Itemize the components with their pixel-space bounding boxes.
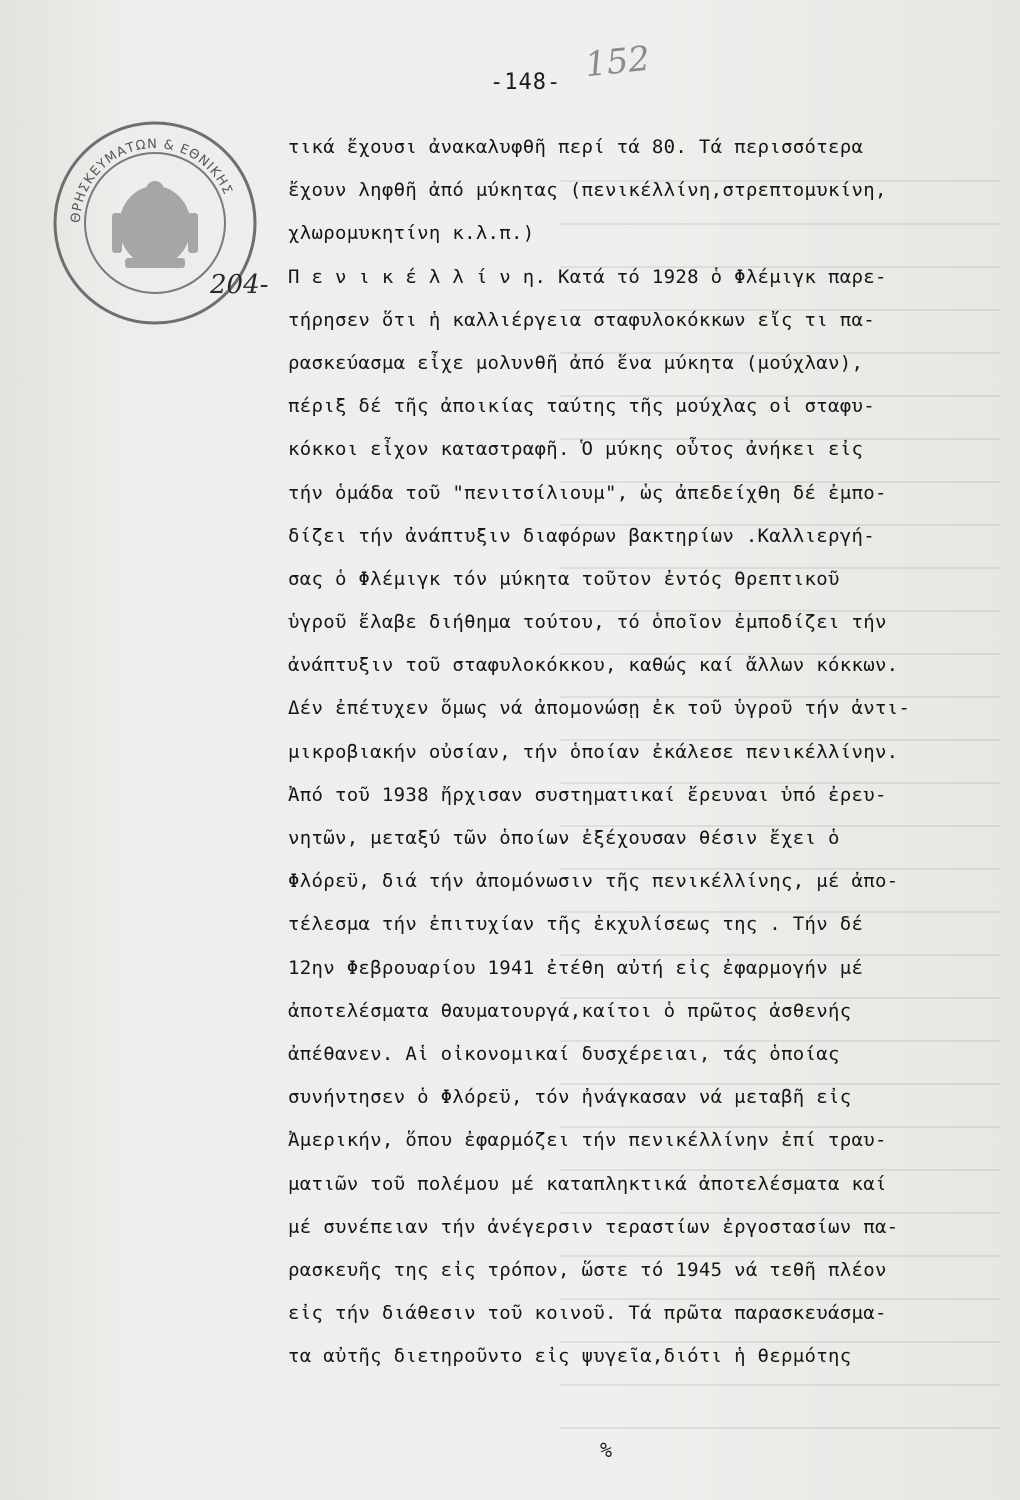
text-line: ἀνάπτυξιν τοῦ σταφυλοκόκκου, καθώς καί ἄλλων κόκκων.	[288, 654, 899, 677]
text-line-section-start: Π ε ν ι κ έ λ λ ί ν η. Κατά τό 1928 ὁ Φλέμιγκ παρε-	[288, 265, 887, 288]
text-line: ἀπέθανεν. Αἱ οἰκονομικαί δυσχέρειαι, τάς ὁποίας	[288, 1042, 840, 1065]
text-line: Ἀπό τοῦ 1938 ἤρχισαν συστηματικαί ἔρευναι ὑπό ἐρευ-	[288, 783, 887, 806]
text-line: δίζει τήν ἀνάπτυξιν διαφόρων βακτηρίων .Καλλιεργή-	[288, 524, 875, 547]
text-line: ρασκεύασμα εἶχε μολυνθῆ ἀπό ἕνα μύκητα (μούχλαν),	[288, 351, 864, 374]
text-line: τικά ἔχουσι ἀνακαλυφθῆ περί τά 80. Τά περισσότερα	[288, 136, 864, 158]
text-line: μικροβιακήν οὐσίαν, τήν ὁποίαν ἐκάλεσε πενικέλλίνην.	[288, 740, 899, 763]
text-line: τα αὐτῆς διετηροῦντο εἰς ψυγεῖα,διότι ἡ θερμότης	[288, 1345, 852, 1368]
text-line: τήρησεν ὅτι ἡ καλλιέργεια σταφυλοκόκκων εἴς τι πα-	[288, 308, 875, 331]
margin-note: 204-	[210, 270, 269, 300]
text-line: Φλόρεϋ, διά τήν ἀπομόνωσιν τῆς πενικέλλίνης, μέ ἀπο-	[288, 870, 899, 893]
page-number: -148-	[490, 70, 562, 95]
text-line: χλωρομυκητίνη κ.λ.π.)	[288, 222, 535, 245]
text-line: τήν ὁμάδα τοῦ "πενιτσίλιουμ", ὡς ἀπεδείχθη δέ ἐμπο-	[288, 481, 887, 504]
handwritten-page-number: 152	[583, 38, 652, 86]
text-line: 12ην Φεβρουαρίου 1941 ἐτέθη αὐτή εἰς ἐφαρμογήν μέ	[288, 956, 864, 979]
text-line: κόκκοι εἶχον καταστραφῆ. Ὁ μύκης οὗτος ἀνήκει εἰς	[288, 438, 864, 461]
svg-text:ΘΡΗΣΚΕΥΜΑΤΩΝ & ΕΘΝΙΚΗΣ: ΘΡΗΣΚΕΥΜΑΤΩΝ & ΕΘΝΙΚΗΣ	[68, 136, 236, 224]
text-line: μέ συνέπειαν τήν ἀνέγερσιν τεραστίων ἐργοστασίων πα-	[288, 1215, 899, 1238]
text-line: ρασκευῆς της εἰς τρόπον, ὥστε τό 1945 νά τεθῆ πλέον	[288, 1258, 887, 1281]
text-line: Ἀμερικήν, ὅπου ἐφαρμόζει τήν πενικέλλίνην ἐπί τραυ-	[288, 1129, 887, 1152]
text-line: Δέν ἐπέτυχεν ὅμως νά ἀπομονώσῃ ἐκ τοῦ ὑγροῦ τήν ἀντι-	[288, 697, 911, 720]
continuation-mark: %	[600, 1438, 613, 1462]
text-line: σας ὁ Φλέμιγκ τόν μύκητα τοῦτον ἐντός θρεπτικοῦ	[288, 567, 840, 590]
text-line: ματιῶν τοῦ πολέμου μέ καταπληκτικά ἀποτελέσματα καί	[288, 1172, 887, 1195]
text-line: τέλεσμα τήν ἐπιτυχίαν τῆς ἐκχυλίσεως της . Τήν δέ	[288, 913, 864, 936]
text-line: εἰς τήν διάθεσιν τοῦ κοινοῦ. Τά πρῶτα παρασκευάσμα-	[288, 1302, 887, 1325]
text-line: ὑγροῦ ἔλαβε διήθημα τούτου, τό ὁποῖον ἐμποδίζει τήν	[288, 611, 887, 634]
text-line: νητῶν, μεταξύ τῶν ὁποίων ἐξέχουσαν θέσιν ἔχει ὁ	[288, 827, 840, 849]
text-line: πέριξ δέ τῆς ἀποικίας ταύτης τῆς μούχλας οἱ σταφυ-	[288, 395, 875, 418]
text-line: ἀποτελέσματα θαυματουργά,καίτοι ὁ πρῶτος ἀσθενής	[288, 999, 852, 1022]
text-line: συνήντησεν ὁ Φλόρεϋ, τόν ἠνάγκασαν νά μεταβῆ εἰς	[288, 1086, 852, 1109]
typewritten-body	[288, 126, 1008, 1378]
text-line: ἔχουν ληφθῆ ἀπό μύκητας (πενικέλλίνη,στρεπτομυκίνη,	[288, 179, 887, 202]
